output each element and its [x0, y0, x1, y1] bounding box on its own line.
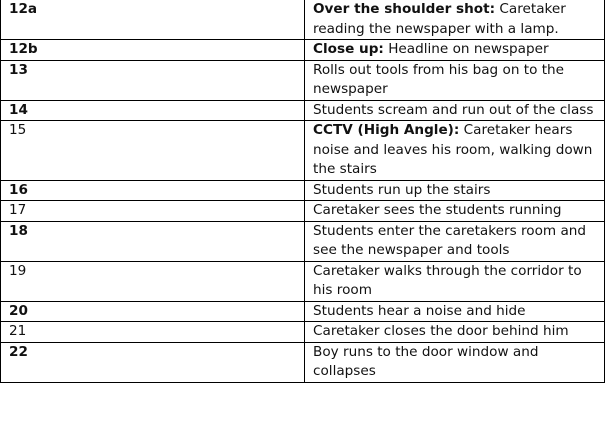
- shot-number: 17: [1, 201, 305, 222]
- shot-description: [305, 261, 605, 301]
- shot-number: 16: [1, 180, 305, 201]
- table-row: [1, 60, 605, 100]
- shot-number: 13: [1, 60, 305, 100]
- shot-number: 12b: [1, 40, 305, 61]
- shot-description-text: Caretaker sees the students running: [313, 202, 562, 218]
- shot-description-text: Students enter the caretakers room and see the newspaper and tools: [313, 222, 587, 258]
- table-row: [1, 180, 605, 201]
- shot-description: [305, 40, 605, 61]
- shot-number: 19: [1, 261, 305, 301]
- shot-type-label: Over the shoulder shot:: [313, 1, 496, 17]
- shot-list-body: [1, 0, 605, 382]
- shot-description-text: Rolls out tools from his bag on to the newspaper: [313, 61, 565, 97]
- shot-number: 15: [1, 121, 305, 181]
- shot-description-text: Caretaker hears noise and leaves his room, walking down the stairs: [313, 122, 593, 177]
- shot-description: [305, 121, 605, 181]
- shot-description: [305, 60, 605, 100]
- shot-number: 14: [1, 100, 305, 121]
- shot-description: [305, 342, 605, 382]
- shot-type-label: CCTV (High Angle):: [313, 122, 460, 138]
- shot-description: [305, 180, 605, 201]
- shot-number: 12a: [1, 0, 305, 40]
- shot-number: 21: [1, 322, 305, 343]
- shot-number: 20: [1, 301, 305, 322]
- table-row: [1, 0, 605, 40]
- shot-description: [305, 322, 605, 343]
- table-row: [1, 121, 605, 181]
- table-row: [1, 201, 605, 222]
- table-row: [1, 261, 605, 301]
- shot-description-text: Boy runs to the door window and collapses: [313, 343, 539, 379]
- table-row: [1, 342, 605, 382]
- table-row: [1, 40, 605, 61]
- shot-description-text: Caretaker reading the newspaper with a lamp.: [313, 1, 566, 37]
- shot-description-text: Students hear a noise and hide: [313, 302, 526, 319]
- table-row: [1, 100, 605, 121]
- shot-number: 22: [1, 342, 305, 382]
- shot-description-text: Headline on newspaper: [383, 41, 549, 57]
- shot-type-label: Close up:: [313, 41, 384, 57]
- table-row: [1, 322, 605, 343]
- shot-description: [305, 100, 605, 121]
- shot-description: [305, 201, 605, 222]
- shot-description-text: Students run up the stairs: [313, 181, 491, 198]
- shot-description-text: Students scream and run out of the class: [313, 101, 594, 118]
- table-row: [1, 221, 605, 261]
- shot-description: [305, 301, 605, 322]
- table-row: [1, 301, 605, 322]
- shot-description-text: Caretaker walks through the corridor to his room: [313, 262, 582, 298]
- shot-description: [305, 0, 605, 40]
- shot-description-text: Caretaker closes the door behind him: [313, 323, 569, 339]
- shot-number: 18: [1, 221, 305, 261]
- shot-description: [305, 221, 605, 261]
